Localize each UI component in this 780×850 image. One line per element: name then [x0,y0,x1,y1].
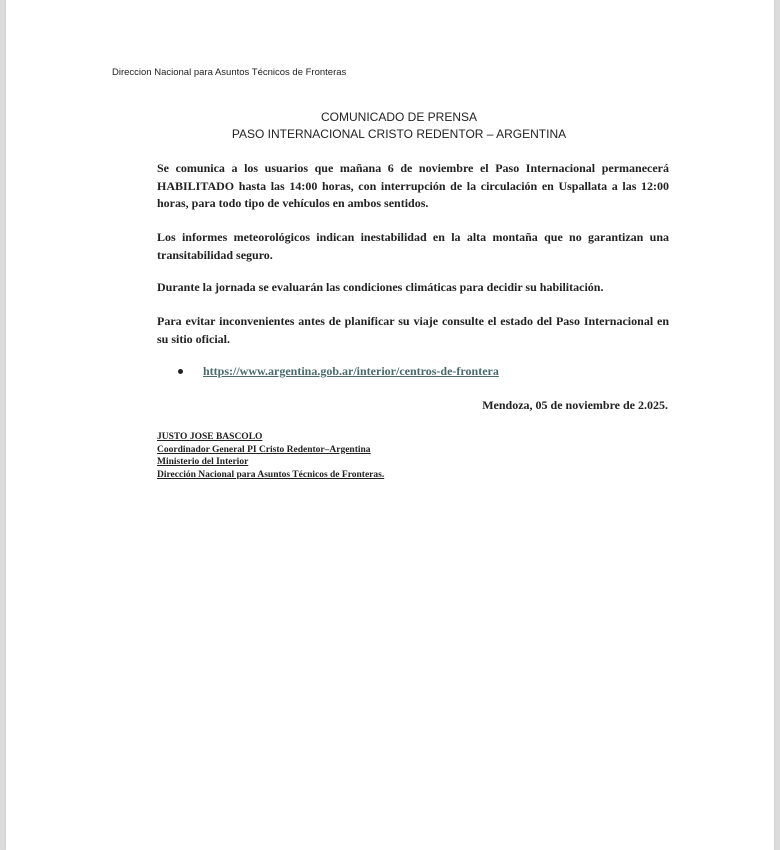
date-line: Mendoza, 05 de noviembre de 2.025. [482,398,668,412]
title-line-2: PASO INTERNACIONAL CRISTO REDENTOR – ARGENTINA [231,127,567,141]
signature-role: Coordinador General PI Cristo Redentor–Argentina [157,444,371,455]
signature-block [157,431,384,481]
official-site-link[interactable]: https://www.argentina.gob.ar/interior/centros-de-frontera [203,364,499,378]
title-line-1: COMUNICADO DE PRENSA [320,110,478,124]
header-org-line: Direccion Nacional para Asuntos Técnicos de Fronteras [112,67,347,78]
title-block [6,109,774,143]
signature-ministry: Ministerio del Interior [157,457,249,467]
paragraph-1-emphasis: HABILITADO [157,178,235,193]
paragraph-1-part-2: hasta las 14:00 horas, con interrupción de la circulación en Uspallata a las 12:00 horas, para todo tipo de vehículos en ambos sentidos. [157,178,669,210]
document-page [6,0,774,850]
bullet-icon [178,369,183,374]
paragraph-4: Para evitar inconvenientes antes de planificar su viaje consulte el estado del Paso Internacional en su sitio oficial. [157,314,669,346]
signature-direction: Dirección Nacional para Asuntos Técnicos de Fronteras. [157,469,385,480]
paragraph-1-part-1: Se comunica a los usuarios que mañana 6 de noviembre el Paso Internacional permanecerá [157,161,669,175]
paragraph-1 [157,160,669,213]
paragraph-3: Durante la jornada se evaluarán las condiciones climáticas para decidir su habilitación. [157,280,604,294]
signature-name: JUSTO JOSE BASCOLO [157,432,263,442]
paragraph-2: Los informes meteorológicos indican inestabilidad en la alta montaña que no garantizan una transitabilidad seguro. [157,230,669,262]
link-bullet-item [178,364,499,379]
